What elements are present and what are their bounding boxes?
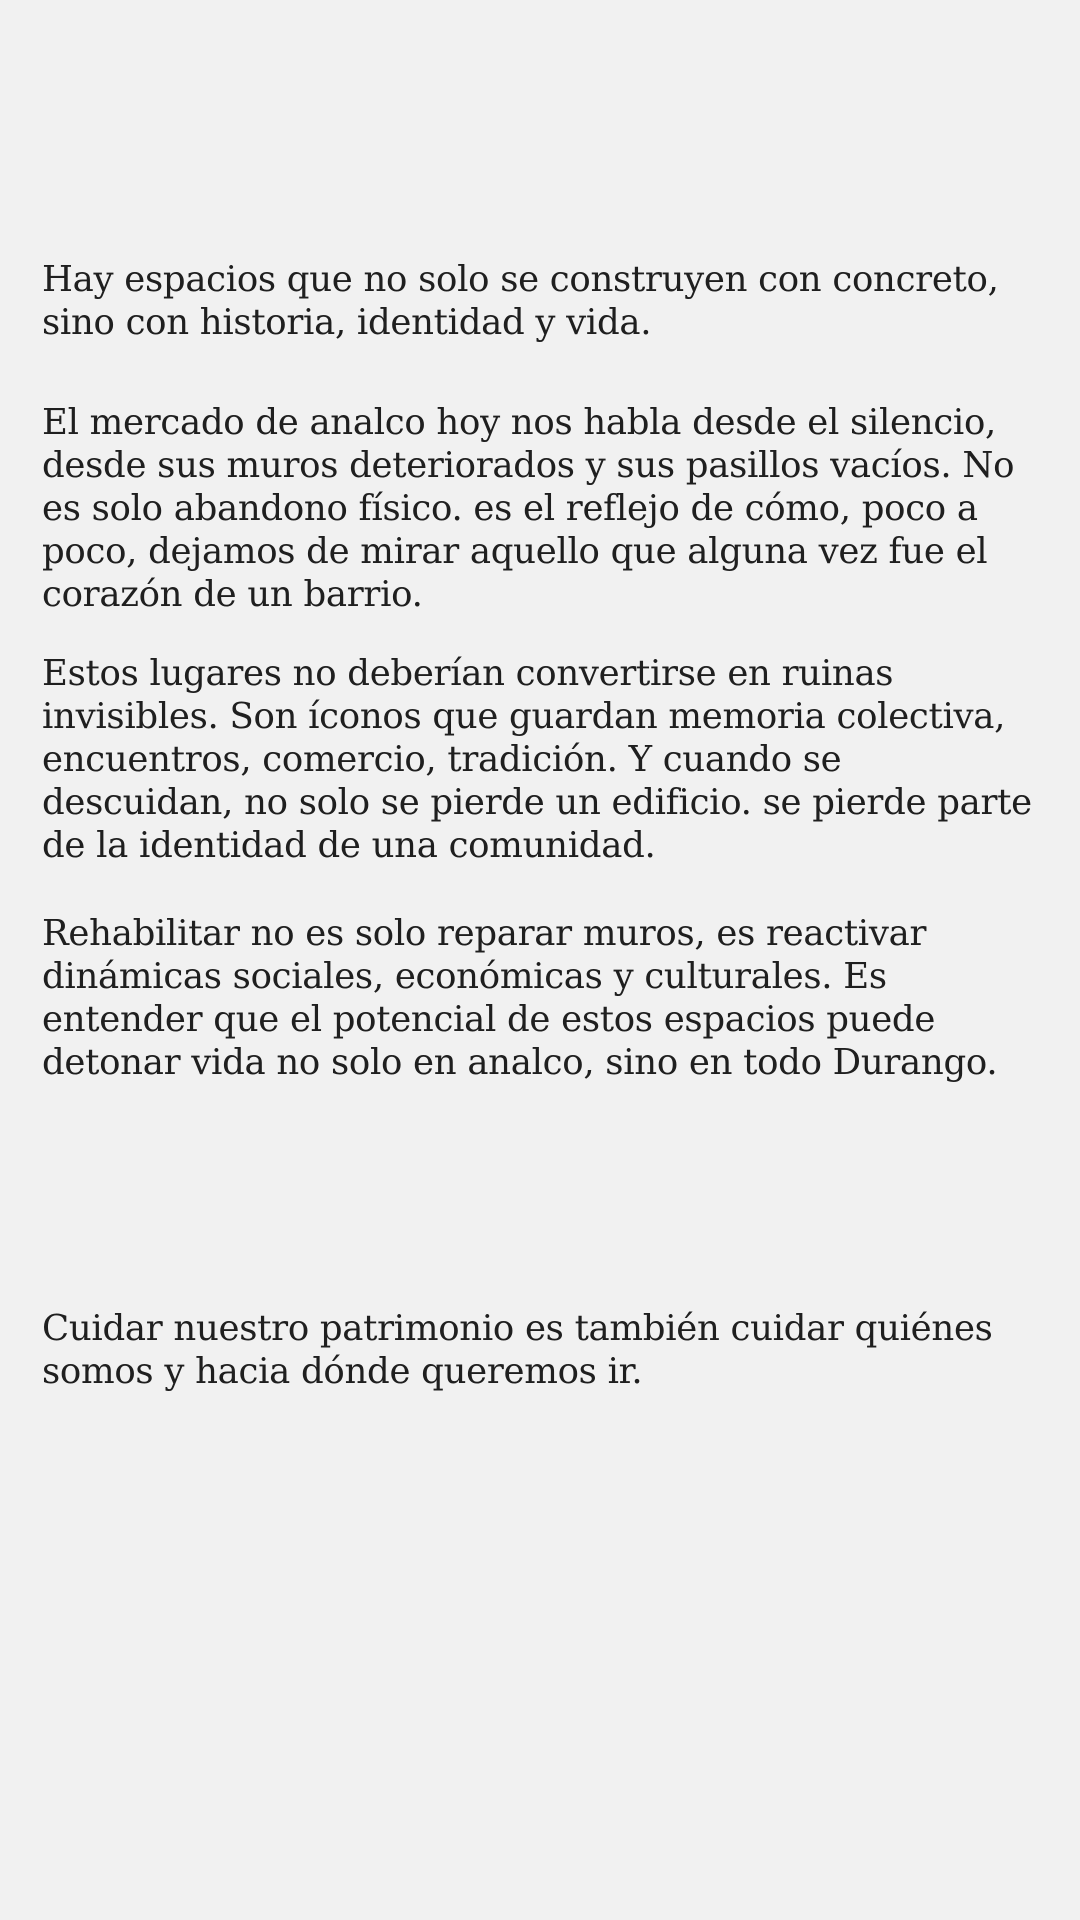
text-line: Cuidar nuestro patrimonio es también cuidar quiénes xyxy=(42,1308,993,1349)
text-line: es solo abandono físico. es el reflejo de cómo, poco a xyxy=(42,488,978,529)
text-line: somos y hacia dónde queremos ir. xyxy=(42,1351,643,1392)
text-line: poco, dejamos de mirar aquello que alguna vez fue el xyxy=(42,531,988,572)
text-line: El mercado de analco hoy nos habla desde el silencio, xyxy=(42,402,997,443)
text-line: Estos lugares no deberían convertirse en ruinas xyxy=(42,653,894,694)
text-line: dinámicas sociales, económicas y culturales. Es xyxy=(42,956,887,997)
paragraph-mercado xyxy=(42,401,1032,616)
text-line: detonar vida no solo en analco, sino en todo Durango. xyxy=(42,1042,998,1083)
text-line: Rehabilitar no es solo reparar muros, es reactivar xyxy=(42,913,927,954)
text-line: desde sus muros deteriorados y sus pasillos vacíos. No xyxy=(42,445,1015,486)
paragraph-lugares xyxy=(42,652,1032,867)
text-line: invisibles. Son íconos que guardan memoria colectiva, xyxy=(42,696,1006,737)
text-line: Hay espacios que no solo se construyen con concreto, xyxy=(42,259,999,300)
text-line: de la identidad de una comunidad. xyxy=(42,825,656,866)
paragraph-rehabilitar xyxy=(42,912,1032,1084)
paragraph-intro xyxy=(42,258,1032,344)
text-line: entender que el potencial de estos espacios puede xyxy=(42,999,936,1040)
text-line: sino con historia, identidad y vida. xyxy=(42,302,652,343)
text-line: encuentros, comercio, tradición. Y cuando se xyxy=(42,739,842,780)
paragraph-closing xyxy=(42,1307,1032,1393)
text-line: corazón de un barrio. xyxy=(42,574,423,615)
text-line: descuidan, no solo se pierde un edificio. se pierde parte xyxy=(42,782,1032,823)
